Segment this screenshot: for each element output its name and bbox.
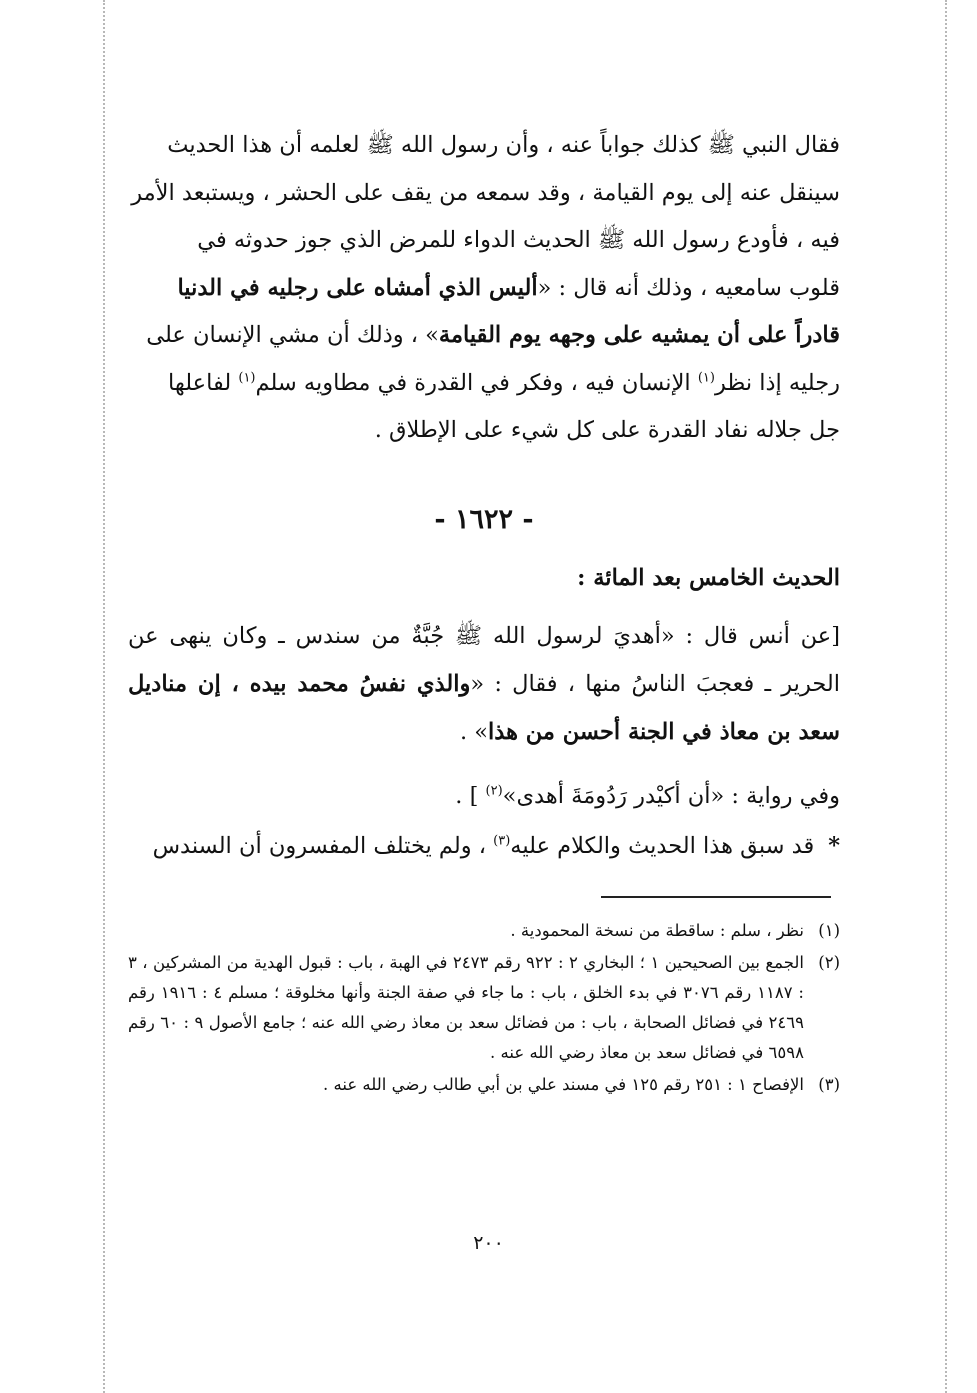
footnote-number: (١) [818, 921, 840, 940]
body-line: رجليه إذا نظر$^{(١)}$ الإنسان فيه ، وفكر في القدرة في مطاويه سلم$^{(١)}$ لفاعلها [168, 369, 840, 396]
margin-dotted-line-right [945, 0, 947, 1393]
footnote [128, 916, 840, 946]
body-paragraph [128, 122, 840, 455]
asterisk-marker: * [828, 833, 840, 859]
quote-bold: أليس الذي أمشاه على رجليه في الدنيا [177, 274, 538, 301]
body-line: فقال النبي ﷺ كذلك جواباً عنه ، وأن رسول الله ﷺ لعلمه أن هذا الحديث [167, 132, 840, 158]
body-line: قلوب سامعيه ، وذلك أنه قال : «أليس الذي أمشاه على رجليه في الدنيا [177, 274, 840, 301]
footnote [128, 948, 840, 1068]
footnote-ref: (١) [697, 370, 715, 385]
footnote-separator [601, 896, 831, 898]
footnote-ref: (٢) [485, 783, 503, 799]
footnote-text: الإفصاح ١ : ٢٥١ رقم ١٢٥ في مسند علي بن أبي طالب رضي الله عنه . [323, 1075, 804, 1094]
commentary-line: *قد سبق هذا الحديث والكلام عليه$^{(٣)}$ ، ولم يختلف المفسرون أن السندس [152, 833, 840, 859]
body-line: سينقل عنه إلى يوم القيامة ، وقد سمعه من يقف على الحشر ، ويستبعد الأمر [131, 179, 840, 206]
riwaya-line: وفي رواية : «أن أكيْدر رَدُومَةَ أهدى»$^{(٢)}$ ] . [455, 783, 840, 809]
footnote-number: (٢) [818, 953, 840, 972]
footnotes [128, 916, 840, 1102]
section-number: - ١٦٢٢ - [434, 504, 534, 535]
footnote-text: نظر ، سلم : ساقطة من نسخة المحمودية . [510, 921, 804, 940]
footnote-ref: (٣) [493, 833, 511, 849]
margin-dotted-line-left [103, 0, 105, 1393]
quote-bold: قادراً على أن يمشيه على وجهه يوم القيامة [438, 322, 840, 348]
footnote [128, 1070, 840, 1100]
body-line: فيه ، فأودع رسول الله ﷺ الحديث الدواء للمرض الذي جوز حدوثه في [197, 227, 840, 253]
body-line: قادراً على أن يمشيه على وجهه يوم القيامة» ، وذلك أن مشي الإنسان على [146, 322, 840, 348]
footnote-ref: (١) [238, 370, 256, 385]
footnote-text: الجمع بين الصحيحين ١ ؛ البخاري ٢ : ٩٢٢ رقم ٢٤٧٣ في الهبة ، باب : قبول الهدية من المشركين ، ٣ : ١١٨٧ رقم ٣٠٧٦ في بدء الخلق ، باب : ما جاء في صفة الجنة وأنها مخلوقة ؛ مسلم ٤ : ١٩١٦ رقم ٢٤٦٩ في فضائل الصحابة ، باب : من فضائل سعد بن معاذ رضي الله عنه ؛ جامع الأصول ٩ : ٦٠ رقم ٦٥٩٨ في فضائل سعد بن معاذ رضي الله عنه . [128, 953, 804, 1062]
hadith-title: الحديث الخامس بعد المائة : [577, 565, 840, 591]
footnote-number: (٣) [818, 1075, 840, 1094]
body-line: جل جلاله نفاد القدرة على كل شيء على الإطلاق . [374, 417, 840, 443]
page-number: ٢٠٠ [473, 1232, 504, 1254]
hadith-text: [عن أنس قال : «أهديَ لرسول الله ﷺ جُبَّةٌ من سندس ـ وكان ينهى عن الحرير ـ فعجبَ الناسُ منها ، فقال : «والذي نفسُ محمد بيده ، إن مناديل سعد بن معاذ في الجنة أحسن من هذا» . [128, 623, 840, 745]
hadith-quote-bold: والذي نفسُ محمد بيده ، إن مناديل سعد بن معاذ في الجنة أحسن من هذا [128, 671, 840, 745]
